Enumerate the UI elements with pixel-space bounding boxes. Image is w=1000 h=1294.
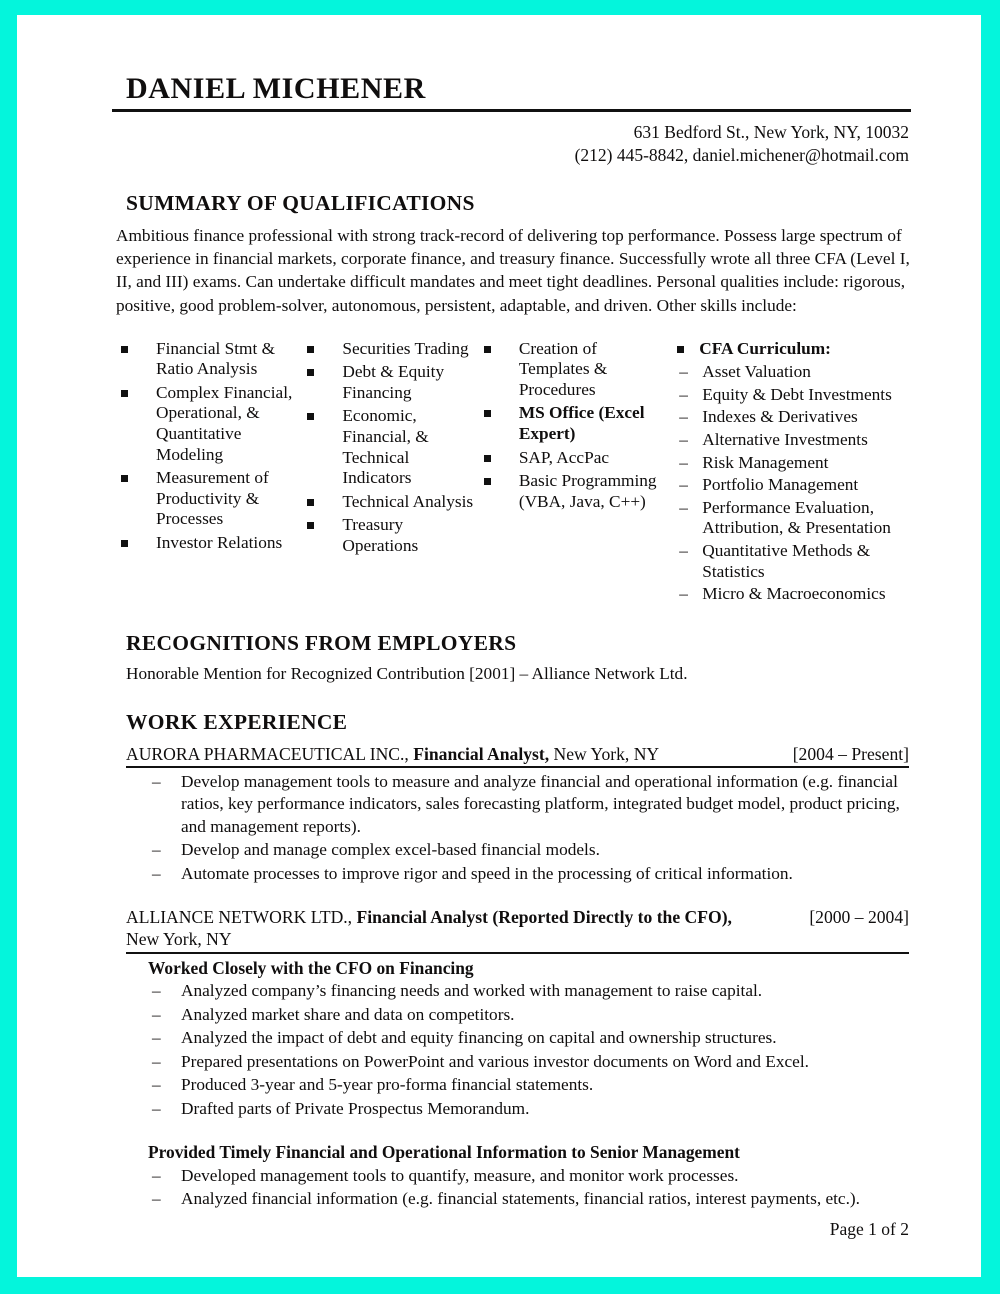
summary-paragraph: Ambitious finance professional with strong track-record of delivering top performance. Possess large spectrum of experience in financial markets, corporate finance, and treasury finance. Successfully wrote all three CFA (Level I, II, and III) exams. Can undertake difficult mandates and meet tight deadlines. Personal qualities include: rigorous, positive, good problem-solver, autonomous, persistent, adaptable, and driven. Other skills include: <box>116 225 910 315</box>
job-spacer <box>112 886 911 906</box>
job-title-line <box>126 906 746 950</box>
skills-list-3 <box>481 339 657 513</box>
job-role: Financial Analyst (Reported Directly to the CFO), <box>356 907 732 928</box>
skills-column-4 <box>661 339 911 607</box>
skills-column-1 <box>118 339 304 557</box>
cfa-curriculum-heading: CFA Curriculum: <box>661 339 911 360</box>
job-group <box>126 957 909 1121</box>
job-header <box>126 743 909 765</box>
skill-item: Basic Programming (VBA, Java, C++) <box>481 471 657 512</box>
job-role: Financial Analyst, <box>413 743 550 764</box>
cfa-item: – Asset Valuation <box>679 362 911 383</box>
job-bullet: – Develop management tools to measure and analyze financial and operational information (e.g. financial ratios, key performance indicators, sales forecasting platform, integrated budget model, product pricing, and management reports). <box>148 771 909 838</box>
cfa-item: – Quantitative Methods & Statistics <box>679 541 911 582</box>
job-title-line <box>126 743 673 765</box>
cfa-item: – Performance Evaluation, Attribution, & Presentation <box>679 498 911 539</box>
resume-sheet <box>17 15 981 1277</box>
job-subheading: Provided Timely Financial and Operational Information to Senior Management <box>148 1142 740 1163</box>
job-bullet-list <box>148 771 909 885</box>
cfa-item: – Equity & Debt Investments <box>679 385 911 406</box>
job-header <box>126 906 909 950</box>
skill-item: Treasury Operations <box>304 515 476 556</box>
skill-item: Securities Trading <box>304 339 476 360</box>
recognitions-heading: RECOGNITIONS FROM EMPLOYERS <box>126 630 517 655</box>
group-spacer <box>126 1121 909 1141</box>
skills-list-2 <box>304 339 476 557</box>
skill-item: Debt & Equity Financing <box>304 362 476 403</box>
cfa-item: – Indexes & Derivatives <box>679 407 911 428</box>
job-bullet: – Drafted parts of Private Prospectus Memorandum. <box>148 1098 909 1120</box>
job-entry-alliance <box>126 906 909 1210</box>
job-location: New York, NY <box>126 929 232 950</box>
resume-header <box>112 73 911 167</box>
skill-item: Technical Analysis <box>304 492 476 513</box>
job-company: ALLIANCE NETWORK LTD., <box>126 907 353 928</box>
skill-item: SAP, AccPac <box>481 448 657 469</box>
resume-paper <box>17 15 981 1277</box>
job-bullet: – Automate processes to improve rigor and speed in the processing of critical information. <box>148 863 909 885</box>
job-group <box>126 1141 909 1211</box>
job-entry-aurora <box>126 743 909 886</box>
summary-heading: SUMMARY OF QUALIFICATIONS <box>126 191 475 216</box>
job-bullet: – Analyzed financial information (e.g. financial statements, financial ratios, interest payments, etc.). <box>148 1188 909 1210</box>
skills-column-3 <box>481 339 661 516</box>
contact-block <box>112 121 911 168</box>
job-bullet: – Produced 3-year and 5-year pro-forma financial statements. <box>148 1074 909 1096</box>
job-bullet: – Analyzed company’s financing needs and worked with management to raise capital. <box>148 980 909 1002</box>
job-bullet-list <box>148 1165 909 1211</box>
job-divider <box>126 766 909 768</box>
job-dates: [2004 – Present] <box>792 743 909 764</box>
work-experience-heading: WORK EXPERIENCE <box>126 709 348 734</box>
address-line: 631 Bedford St., New York, NY, 10032 <box>633 121 909 142</box>
header-divider <box>112 109 911 112</box>
job-bullet: – Developed management tools to quantify, measure, and monitor work processes. <box>148 1165 909 1187</box>
job-bullet: – Prepared presentations on PowerPoint and various investor documents on Word and Excel. <box>148 1051 909 1073</box>
skill-item: Financial Stmt & Ratio Analysis <box>118 339 300 380</box>
job-bullet: – Develop and manage complex excel-based financial models. <box>148 839 909 861</box>
job-bullet-list <box>148 980 909 1120</box>
job-company: AURORA PHARMACEUTICAL INC., <box>126 743 409 764</box>
skills-grid <box>118 339 911 607</box>
phone-email-line: (212) 445-8842, daniel.michener@hotmail.com <box>574 144 909 165</box>
skill-item: Creation of Templates & Procedures <box>481 339 657 401</box>
job-divider <box>126 952 909 954</box>
job-dates: [2000 – 2004] <box>809 907 909 928</box>
skill-item: MS Office (Excel Expert) <box>481 403 657 444</box>
cfa-item: – Alternative Investments <box>679 430 911 451</box>
cfa-item: – Portfolio Management <box>679 475 911 496</box>
cfa-item: – Risk Management <box>679 453 911 474</box>
job-bullet: – Analyzed market share and data on competitors. <box>148 1004 909 1026</box>
candidate-name: DANIEL MICHENER <box>126 72 426 105</box>
job-subheading: Worked Closely with the CFO on Financing <box>148 957 474 978</box>
skill-item: Investor Relations <box>118 533 300 554</box>
skills-list-1 <box>118 339 300 554</box>
job-bullet: – Analyzed the impact of debt and equity financing on capital and ownership structures. <box>148 1027 909 1049</box>
skill-item: Measurement of Productivity & Processes <box>118 468 300 530</box>
cfa-item: – Micro & Macroeconomics <box>679 584 911 605</box>
skill-item: Economic, Financial, & Technical Indicators <box>304 406 476 488</box>
job-location: New York, NY <box>553 743 660 764</box>
skill-item: Complex Financial, Operational, & Quantitative Modeling <box>118 383 300 465</box>
recognition-entry: Honorable Mention for Recognized Contribution [2001] – Alliance Network Ltd. <box>126 664 688 684</box>
cfa-curriculum-list <box>679 362 911 604</box>
skills-column-2 <box>304 339 480 560</box>
page-number: Page 1 of 2 <box>829 1219 909 1239</box>
